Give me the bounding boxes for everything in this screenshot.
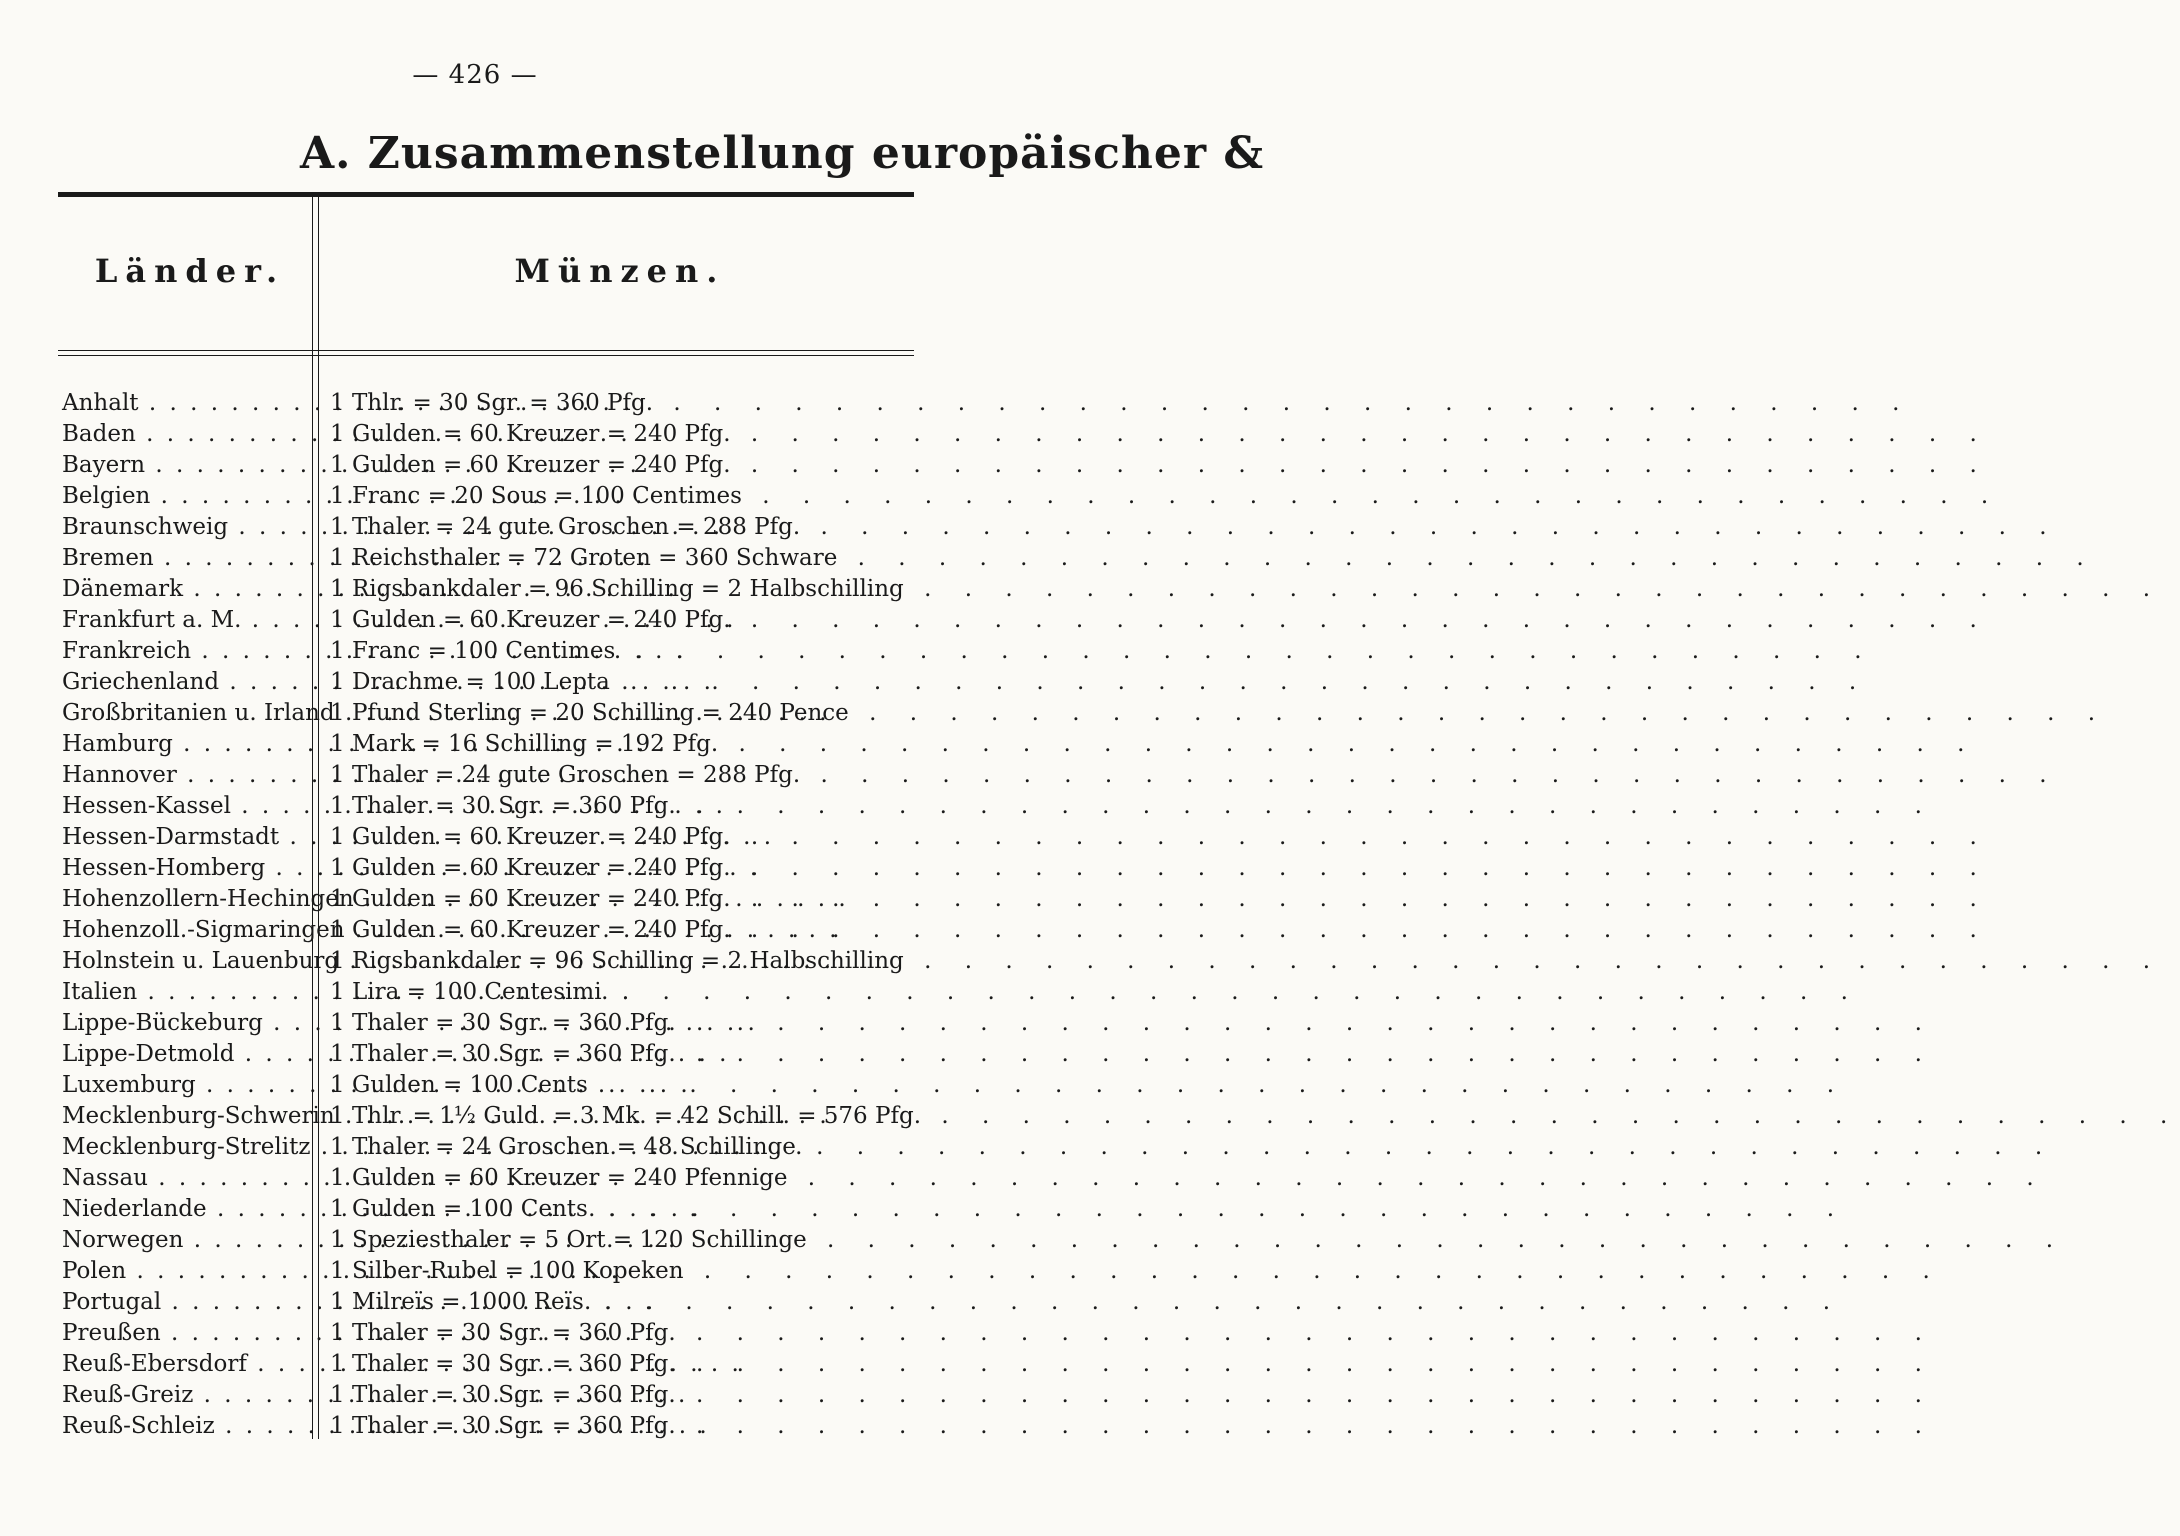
column-header-countries: Länder. <box>94 252 286 290</box>
coin-system: 1 Mark = 16 Schilling = 192 Pfg. . . . <box>330 729 926 760</box>
coin-system: 1 Franc = 20 Sous = 100 Centimes . . . <box>330 481 926 512</box>
coin-system: 1 Drachme = 100 Lepta . . . <box>330 667 926 698</box>
coin-system: 1 Gulden = 60 Kreuzer = 240 Pfg. . . . <box>330 605 926 636</box>
coin-system: 1 Gulden = 60 Kreuzer = 240 Pfg. . . . <box>330 419 926 450</box>
country-name: Preußen . . . <box>62 1318 308 1349</box>
coin-system: 1 Thaler = 24 gute Groschen = 288 Pfg. . . . <box>330 760 926 791</box>
table-row <box>0 450 1000 481</box>
country-name: Belgien . . . <box>62 481 308 512</box>
header-rule-inner <box>58 355 914 356</box>
coin-system: 1 Lira = 100 Centesimi . . . <box>330 977 926 1008</box>
table-row <box>0 1132 1000 1163</box>
coin-system: 1 Gulden = 60 Kreuzer = 240 Pfg. . . . <box>330 853 926 884</box>
country-name: Baden . . . <box>62 419 308 450</box>
table-row <box>0 1318 1000 1349</box>
country-name: Griechenland . . . <box>62 667 308 698</box>
coin-system: 1 Thaler = 24 Groschen = 48 Schillinge . . . <box>330 1132 926 1163</box>
country-name: Bayern . . . <box>62 450 308 481</box>
coin-system: 1 Milreïs = 1000 Reïs . . . <box>330 1287 926 1318</box>
coin-system: 1 Pfund Sterling = 20 Schilling = 240 Pence . . . <box>330 698 926 729</box>
coin-system: 1 Reichsthaler = 72 Groten = 360 Schware . . . <box>330 543 926 574</box>
table-row <box>0 543 1000 574</box>
country-name: Nassau . . . <box>62 1163 308 1194</box>
coin-system: 1 Speziesthaler = 5 Ort = 120 Schillinge . . . <box>330 1225 926 1256</box>
country-name: Reuß-Ebersdorf . . . <box>62 1349 308 1380</box>
country-name: Niederlande . . . <box>62 1194 308 1225</box>
table-row <box>0 729 1000 760</box>
coin-system: 1 Gulden = 60 Kreuzer = 240 Pfg. . . . <box>330 822 926 853</box>
currency-table <box>0 388 1000 1442</box>
country-name: Hessen-Darmstadt . . . <box>62 822 308 853</box>
country-name: Italien . . . <box>62 977 308 1008</box>
country-name: Großbritanien u. Irland . . . <box>62 698 308 729</box>
table-row <box>0 1225 1000 1256</box>
coin-system: 1 Thaler = 30 Sgr. = 360 Pfg. . . . <box>330 1411 926 1442</box>
table-row <box>0 1194 1000 1225</box>
country-name: Holnstein u. Lauenburg . . . <box>62 946 308 977</box>
country-name: Hannover . . . <box>62 760 308 791</box>
coin-system: 1 Gulden = 100 Cents . . . <box>330 1194 926 1225</box>
table-row <box>0 1411 1000 1442</box>
coin-system: 1 Thaler = 30 Sgr. = 360 Pfg. . . . <box>330 1039 926 1070</box>
coin-system: 1 Gulden = 100 Cents . . . <box>330 1070 926 1101</box>
table-row <box>0 791 1000 822</box>
coin-system: 1 Rigsbankdaler = 96 Schilling = 2 Halbschilling . . . <box>330 946 926 977</box>
country-name: Mecklenburg-Schwerin . . . <box>62 1101 308 1132</box>
table-row <box>0 698 1000 729</box>
table-row <box>0 946 1000 977</box>
table-row <box>0 574 1000 605</box>
country-name: Portugal . . . <box>62 1287 308 1318</box>
table-row <box>0 481 1000 512</box>
country-name: Hohenzoll.-Sigmaringen . . . <box>62 915 308 946</box>
country-name: Hessen-Homberg . . . <box>62 853 308 884</box>
country-name: Lippe-Bückeburg . . . <box>62 1008 308 1039</box>
table-row <box>0 1287 1000 1318</box>
country-name: Norwegen . . . <box>62 1225 308 1256</box>
country-name: Hessen-Kassel . . . <box>62 791 308 822</box>
table-row <box>0 419 1000 450</box>
country-name: Polen . . . <box>62 1256 308 1287</box>
table-row <box>0 822 1000 853</box>
table-row <box>0 1349 1000 1380</box>
coin-system: 1 Thlr. = 30 Sgr. = 360 Pfg. . . . <box>330 388 926 419</box>
country-name: Reuß-Schleiz . . . <box>62 1411 308 1442</box>
country-name: Hamburg . . . <box>62 729 308 760</box>
country-name: Lippe-Detmold . . . <box>62 1039 308 1070</box>
coin-system: 1 Thaler = 30 Sgr. = 360 Pfg. . . . <box>330 1349 926 1380</box>
coin-system: 1 Thaler = 30 Sgr. = 360 Pfg. . . . <box>330 1380 926 1411</box>
coin-system: 1 Franc = 100 Centimes . . . <box>330 636 926 667</box>
country-name: Frankfurt a. M. . . . <box>62 605 308 636</box>
country-name: Mecklenburg-Strelitz . . . <box>62 1132 308 1163</box>
coin-system: 1 Thaler = 30 Sgr. = 360 Pfg. . . . <box>330 791 926 822</box>
page-number: — 426 — <box>412 60 538 90</box>
table-row <box>0 636 1000 667</box>
coin-system: 1 Thlr. = 1½ Guld. = 3 Mk. = 42 Schill. = 576 Pfg. . . . <box>330 1101 926 1132</box>
coin-system: 1 Gulden = 60 Kreuzer = 240 Pfennige . . . <box>330 1163 926 1194</box>
table-row <box>0 1008 1000 1039</box>
country-name: Luxemburg . . . <box>62 1070 308 1101</box>
country-name: Dänemark . . . <box>62 574 308 605</box>
coin-system: 1 Thaler = 24 gute Groschen = 288 Pfg. . . . <box>330 512 926 543</box>
table-row <box>0 512 1000 543</box>
country-name: Braunschweig . . . <box>62 512 308 543</box>
coin-system: 1 Gulden = 60 Kreuzer = 240 Pfg. . . . <box>330 915 926 946</box>
top-rule <box>58 192 914 197</box>
table-row <box>0 915 1000 946</box>
coin-system: 1 Silber-Rubel = 100 Kopeken . . . <box>330 1256 926 1287</box>
country-name: Frankreich . . . <box>62 636 308 667</box>
table-row <box>0 1256 1000 1287</box>
table-row <box>0 1070 1000 1101</box>
table-row <box>0 1101 1000 1132</box>
coin-system: 1 Rigsbankdaler = 96 Schilling = 2 Halbschilling . . . <box>330 574 926 605</box>
coin-system: 1 Gulden = 60 Kreuzer = 240 Pfg. . . . <box>330 450 926 481</box>
country-name: Hohenzollern-Hechingen . . . <box>62 884 308 915</box>
table-row <box>0 388 1000 419</box>
table-row <box>0 1380 1000 1411</box>
table-row <box>0 853 1000 884</box>
table-row <box>0 884 1000 915</box>
country-name: Anhalt . . . <box>62 388 308 419</box>
table-row <box>0 977 1000 1008</box>
table-row <box>0 1039 1000 1070</box>
country-name: Reuß-Greiz . . . <box>62 1380 308 1411</box>
table-row <box>0 1163 1000 1194</box>
table-row <box>0 760 1000 791</box>
table-row <box>0 605 1000 636</box>
table-row <box>0 667 1000 698</box>
column-header-coins: Münzen. <box>514 252 726 290</box>
header-rule <box>58 350 914 351</box>
coin-system: 1 Thaler = 30 Sgr. = 360 Pfg. . . . <box>330 1318 926 1349</box>
coin-system: 1 Gulden = 60 Kreuzer = 240 Pfg. . . . <box>330 884 926 915</box>
country-name: Bremen . . . <box>62 543 308 574</box>
page-title: A. Zusammenstellung europäischer & <box>300 128 1265 179</box>
coin-system: 1 Thaler = 30 Sgr. = 360 Pfg. . . . <box>330 1008 926 1039</box>
